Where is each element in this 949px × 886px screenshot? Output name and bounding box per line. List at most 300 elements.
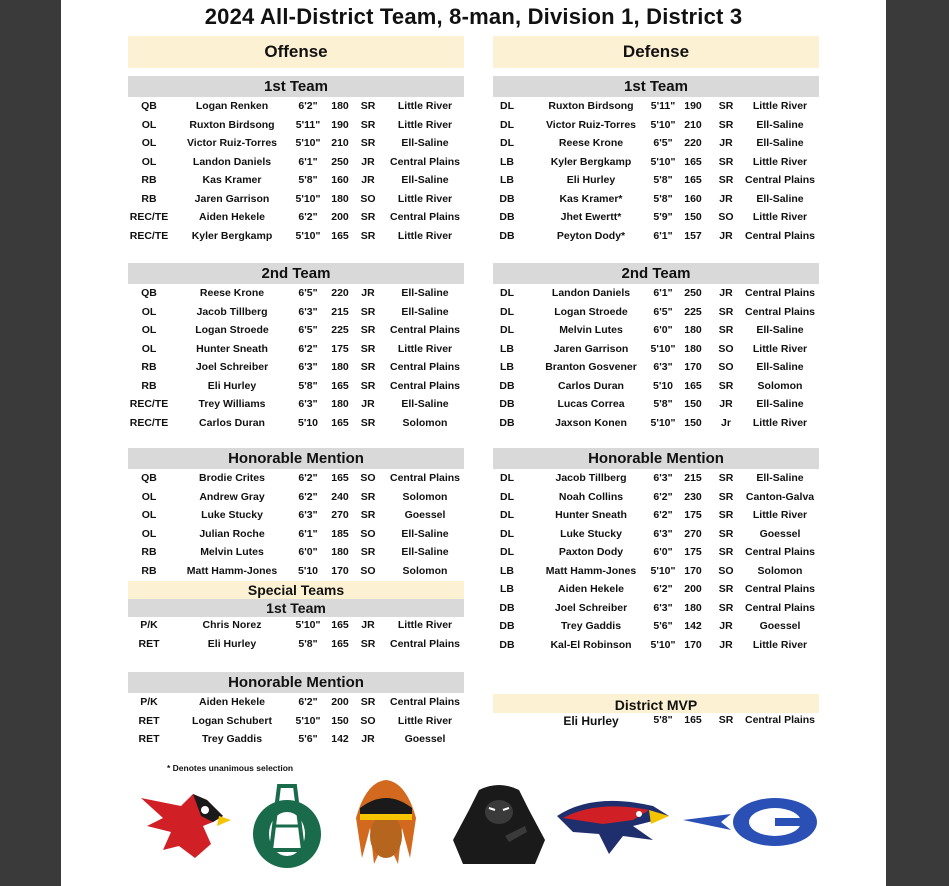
class: SR <box>718 155 734 168</box>
school: Ell-Saline <box>401 287 449 299</box>
player-name: Julian Roche <box>199 527 265 540</box>
table-row <box>128 304 464 323</box>
table-row <box>493 637 819 656</box>
school: Ell-Saline <box>401 137 449 149</box>
school: Central Plains <box>389 361 461 373</box>
school: Central Plains <box>389 324 461 336</box>
player-name: Landon Daniels <box>192 155 272 168</box>
weight: 180 <box>331 546 349 558</box>
position: DL <box>500 118 514 131</box>
weight: 200 <box>684 583 702 595</box>
weight: 170 <box>331 564 349 577</box>
weight: 150 <box>331 714 349 727</box>
player-name: Peyton Dody* <box>556 229 626 242</box>
table-row <box>128 191 464 210</box>
position: RB <box>141 546 157 558</box>
offense-hm-rows <box>128 470 464 581</box>
table-row <box>128 98 464 117</box>
class: JR <box>361 619 375 631</box>
table-row <box>128 154 464 173</box>
height: 6'1" <box>653 229 673 242</box>
weight: 150 <box>684 416 702 429</box>
g-logo <box>681 796 821 848</box>
class: SR <box>360 211 376 223</box>
position: DL <box>500 287 514 299</box>
mvp-table-row <box>493 712 819 731</box>
player-name: Luke Stucky <box>560 527 622 540</box>
school: Little River <box>397 342 453 355</box>
school: Little River <box>752 342 808 355</box>
height: 6'2" <box>298 490 318 503</box>
school: Ell-Saline <box>401 398 449 410</box>
weight: 165 <box>331 379 349 392</box>
player-name: Eli Hurley <box>207 379 257 392</box>
weight: 240 <box>331 490 349 503</box>
height: 6'3" <box>653 361 673 373</box>
position: OL <box>141 527 157 540</box>
class: SR <box>718 174 734 186</box>
weight: 170 <box>684 564 702 577</box>
position: REC/TE <box>129 211 169 223</box>
class: SR <box>718 118 734 131</box>
player-name: Kal-El Robinson <box>550 638 632 651</box>
class: SO <box>718 342 734 355</box>
height: 6'3" <box>653 601 673 614</box>
table-row <box>128 526 464 545</box>
class: SR <box>360 361 376 373</box>
position: OL <box>141 305 157 318</box>
class: SO <box>360 472 376 484</box>
school: Solomon <box>402 564 448 577</box>
school: Solomon <box>757 564 803 577</box>
height: 6'5" <box>653 137 673 149</box>
weight: 165 <box>331 416 349 429</box>
table-row <box>128 470 464 489</box>
player-name: Jaren Garrison <box>194 192 270 205</box>
table-row <box>493 415 819 434</box>
player-name: Joel Schreiber <box>554 601 628 614</box>
height: 5'10" <box>650 118 676 131</box>
school: Central Plains <box>389 155 461 168</box>
height: 5'10" <box>650 564 676 577</box>
position: LB <box>500 564 514 577</box>
position: RB <box>141 361 157 373</box>
position: RET <box>138 733 160 745</box>
height: 6'3" <box>298 305 318 318</box>
height: 5'6" <box>298 733 318 745</box>
position: REC/TE <box>129 398 169 410</box>
class: JR <box>719 192 733 205</box>
table-row <box>493 563 819 582</box>
table-row <box>128 341 464 360</box>
height: 6'0" <box>653 324 673 336</box>
weight: 142 <box>331 733 349 745</box>
weight: 160 <box>684 192 702 205</box>
height: 5'11" <box>650 100 676 112</box>
defense-hm-header: Honorable Mention <box>493 448 819 469</box>
school: Ell-Saline <box>401 305 449 318</box>
position: REC/TE <box>129 229 169 242</box>
page-title: 2024 All-District Team, 8-man, Division 1, District 3 <box>204 4 743 29</box>
class: JR <box>719 287 733 299</box>
height: 5'10" <box>295 192 321 205</box>
class: SO <box>718 564 734 577</box>
weight: 165 <box>684 155 702 168</box>
school: Central Plains <box>389 696 461 708</box>
school: Central Plains <box>744 601 816 614</box>
table-row <box>493 470 819 489</box>
school: Ell-Saline <box>756 472 804 484</box>
player-name: Reese Krone <box>558 137 624 149</box>
weight: 170 <box>684 361 702 373</box>
player-name: Carlos Duran <box>199 416 265 429</box>
class: SR <box>360 229 376 242</box>
position: RB <box>141 379 157 392</box>
player-name: Logan Schubert <box>192 714 272 727</box>
table-row <box>128 359 464 378</box>
position: LB <box>500 342 514 355</box>
player-name: Matt Hamm-Jones <box>186 564 278 577</box>
position: OL <box>141 490 157 503</box>
height: 5'8" <box>653 398 673 410</box>
school: Central Plains <box>744 174 816 186</box>
height: 6'5" <box>298 287 318 299</box>
player-name: Logan Renken <box>195 100 269 112</box>
class: SR <box>718 100 734 112</box>
position: QB <box>141 287 157 299</box>
class: JR <box>719 398 733 410</box>
height: 6'3" <box>298 509 318 521</box>
weight: 180 <box>684 324 702 336</box>
height: 6'1" <box>653 287 673 299</box>
defense-second-team-header: 2nd Team <box>493 263 819 284</box>
height: 6'0" <box>653 546 673 558</box>
school: Little River <box>752 211 808 223</box>
class: SR <box>360 490 376 503</box>
position: DB <box>499 229 515 242</box>
position: RB <box>141 192 157 205</box>
weight: 165 <box>684 714 702 726</box>
table-row <box>493 135 819 154</box>
table-row <box>493 507 819 526</box>
class: SR <box>360 118 376 131</box>
defense-hm-rows <box>493 470 819 655</box>
table-row <box>493 359 819 378</box>
offense-hm-header: Honorable Mention <box>128 448 464 469</box>
height: 5'10" <box>650 155 676 168</box>
class: SR <box>360 637 376 650</box>
class: JR <box>719 229 733 242</box>
height: 5'10" <box>650 416 676 429</box>
player-name: Ruxton Birdsong <box>189 118 275 131</box>
weight: 220 <box>684 137 702 149</box>
school: Little River <box>397 100 453 112</box>
table-row <box>493 322 819 341</box>
table-row <box>128 172 464 191</box>
player-name: Lucas Correa <box>557 398 625 410</box>
position: DL <box>500 324 514 336</box>
school: Central Plains <box>389 472 461 484</box>
class: SR <box>718 601 734 614</box>
position: RB <box>141 564 157 577</box>
class: SR <box>718 472 734 484</box>
offense-header: Offense <box>128 36 464 68</box>
table-row <box>493 98 819 117</box>
school: Ell-Saline <box>756 361 804 373</box>
school: Central Plains <box>744 583 816 595</box>
offense-second-team-header: 2nd Team <box>128 263 464 284</box>
height: 6'2" <box>298 472 318 484</box>
player-name: Jacob Tillberg <box>555 472 627 484</box>
player-name: Paxton Dody <box>558 546 624 558</box>
height: 5'11" <box>295 118 321 131</box>
class: SR <box>360 509 376 521</box>
position: DB <box>499 398 515 410</box>
school: Central Plains <box>744 546 816 558</box>
player-name: Jacob Tillberg <box>196 305 268 318</box>
player-name: Jaren Garrison <box>553 342 629 355</box>
weight: 165 <box>684 174 702 186</box>
player-name: Victor Ruiz-Torres <box>186 137 278 149</box>
school: Little River <box>752 100 808 112</box>
height: 5'10 <box>297 416 318 429</box>
position: LB <box>500 583 514 595</box>
school: Ell-Saline <box>401 174 449 186</box>
weight: 180 <box>684 342 702 355</box>
table-row <box>493 191 819 210</box>
special-teams-header: Special Teams <box>128 581 464 599</box>
oil-derrick-logo <box>249 780 325 872</box>
table-row <box>493 618 819 637</box>
player-name: Kyler Bergkamp <box>550 155 632 168</box>
height: 5'10" <box>295 714 321 727</box>
class: SR <box>360 305 376 318</box>
school: Little River <box>397 714 453 727</box>
position: OL <box>141 137 157 149</box>
weight: 180 <box>684 601 702 614</box>
position: LB <box>500 361 514 373</box>
player-name: Luke Stucky <box>201 509 263 521</box>
table-row <box>493 154 819 173</box>
weight: 210 <box>331 137 349 149</box>
weight: 165 <box>684 379 702 392</box>
defense-first-team-rows <box>493 98 819 246</box>
table-row <box>128 694 464 713</box>
table-row <box>493 489 819 508</box>
class: SR <box>360 324 376 336</box>
class: JR <box>719 137 733 149</box>
player-name: Kas Kramer <box>202 174 262 186</box>
footnote: * Denotes unanimous selection <box>167 763 294 773</box>
school: Ell-Saline <box>756 192 804 205</box>
player-name: Trey Gaddis <box>201 733 263 745</box>
player-name: Logan Stroede <box>554 305 628 318</box>
table-row <box>493 378 819 397</box>
school: Little River <box>752 416 808 429</box>
position: P/K <box>140 619 158 631</box>
weight: 215 <box>331 305 349 318</box>
position: RET <box>138 714 160 727</box>
school: Ell-Saline <box>756 398 804 410</box>
class: SR <box>718 509 734 521</box>
player-name: Jhet Ewertt* <box>560 211 622 223</box>
height: 5'8" <box>653 192 673 205</box>
school: Solomon <box>402 416 448 429</box>
defense-header: Defense <box>493 36 819 68</box>
offense-second-team-rows <box>128 285 464 433</box>
height: 6'3" <box>298 361 318 373</box>
weight: 190 <box>331 118 349 131</box>
weight: 165 <box>331 472 349 484</box>
table-row <box>493 581 819 600</box>
class: SR <box>360 416 376 429</box>
class: SR <box>718 583 734 595</box>
height: 5'8" <box>653 174 673 186</box>
table-row <box>128 617 464 636</box>
offense-first-team-header: 1st Team <box>128 76 464 97</box>
table-row <box>128 713 464 732</box>
player-name: Kas Kramer* <box>559 192 623 205</box>
special-hm-header: Honorable Mention <box>128 672 464 693</box>
indian-chief-logo <box>346 778 426 870</box>
height: 6'2" <box>298 696 318 708</box>
class: SO <box>360 714 376 727</box>
weight: 150 <box>684 211 702 223</box>
table-row <box>128 415 464 434</box>
table-row <box>128 117 464 136</box>
table-row <box>128 489 464 508</box>
weight: 220 <box>331 287 349 299</box>
table-row <box>128 731 464 750</box>
class: SR <box>718 379 734 392</box>
player-name: Hunter Sneath <box>196 342 268 355</box>
weight: 180 <box>331 100 349 112</box>
position: LB <box>500 155 514 168</box>
table-row <box>128 135 464 154</box>
weight: 142 <box>684 620 702 632</box>
height: 6'1" <box>298 527 318 540</box>
height: 6'2" <box>653 509 673 521</box>
class: JR <box>361 733 375 745</box>
height: 6'2" <box>298 342 318 355</box>
position: DL <box>500 137 514 149</box>
class: JR <box>361 155 375 168</box>
school: Ell-Saline <box>756 324 804 336</box>
height: 6'1" <box>298 155 318 168</box>
cardinal-logo <box>133 786 233 866</box>
table-row <box>493 396 819 415</box>
table-row <box>493 117 819 136</box>
school: Central Plains <box>744 714 816 726</box>
school: Central Plains <box>744 287 816 299</box>
position: QB <box>141 100 157 112</box>
player-name: Trey Williams <box>198 398 266 410</box>
school: Little River <box>397 192 453 205</box>
class: SR <box>718 546 734 558</box>
player-name: Victor Ruiz-Torres <box>545 118 637 131</box>
player-name: Branton Gosvener <box>545 361 637 373</box>
player-name: Landon Daniels <box>551 287 631 299</box>
school: Little River <box>752 638 808 651</box>
class: SR <box>360 137 376 149</box>
school: Central Plains <box>389 211 461 223</box>
height: 5'10 <box>652 379 673 392</box>
table-row <box>128 544 464 563</box>
height: 5'8" <box>298 174 318 186</box>
position: DB <box>499 620 515 632</box>
weight: 165 <box>331 229 349 242</box>
player-name: Eli Hurley <box>563 714 619 728</box>
position: DB <box>499 416 515 429</box>
table-row <box>128 396 464 415</box>
school: Ell-Saline <box>401 546 449 558</box>
special-hm-rows <box>128 694 464 750</box>
table-row <box>128 285 464 304</box>
school: Little River <box>397 229 453 242</box>
position: P/K <box>140 696 158 708</box>
school: Central Plains <box>389 637 461 650</box>
player-name: Chris Norez <box>202 619 262 631</box>
table-row <box>493 600 819 619</box>
table-row <box>128 563 464 582</box>
position: OL <box>141 342 157 355</box>
table-row <box>493 526 819 545</box>
table-row <box>128 322 464 341</box>
table-row <box>493 209 819 228</box>
weight: 210 <box>684 118 702 131</box>
height: 5'8" <box>653 714 673 726</box>
height: 5'8" <box>298 379 318 392</box>
weight: 180 <box>331 398 349 410</box>
document-page <box>61 0 886 886</box>
class: SR <box>360 696 376 708</box>
school: Central Plains <box>744 305 816 318</box>
height: 6'3" <box>653 527 673 540</box>
weight: 157 <box>684 229 702 242</box>
table-row <box>493 285 819 304</box>
height: 5'10" <box>295 229 321 242</box>
player-name: Brodie Crites <box>199 472 265 484</box>
player-name: Trey Gaddis <box>560 620 622 632</box>
school: Ell-Saline <box>756 118 804 131</box>
position: OL <box>141 155 157 168</box>
class: JR <box>719 638 733 651</box>
class: SO <box>360 527 376 540</box>
player-name: Ruxton Birdsong <box>548 100 634 112</box>
height: 5'8" <box>298 637 318 650</box>
weight: 200 <box>331 696 349 708</box>
player-name: Aiden Hekele <box>558 583 624 595</box>
school: Goessel <box>759 527 801 540</box>
height: 5'9" <box>653 211 673 223</box>
height: 6'0" <box>298 546 318 558</box>
height: 6'2" <box>298 211 318 223</box>
player-name: Matt Hamm-Jones <box>545 564 637 577</box>
weight: 250 <box>684 287 702 299</box>
class: Jr <box>721 416 731 429</box>
class: SR <box>360 100 376 112</box>
eagle-logo <box>553 796 673 856</box>
school: Solomon <box>402 490 448 503</box>
position: DL <box>500 509 514 521</box>
height: 6'5" <box>298 324 318 336</box>
position: DL <box>500 546 514 558</box>
player-name: Melvin Lutes <box>200 546 264 558</box>
school: Little River <box>752 155 808 168</box>
height: 6'3" <box>298 398 318 410</box>
class: SR <box>718 490 734 503</box>
class: SR <box>718 714 734 726</box>
